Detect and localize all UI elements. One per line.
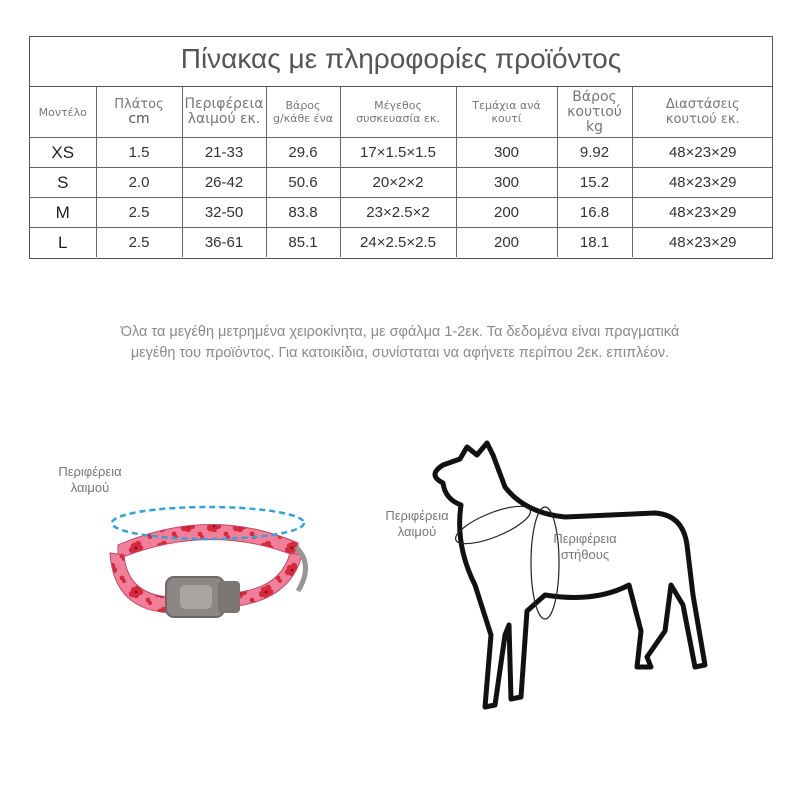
cell-package-size: 17×1.5×1.5 [340,138,456,168]
cell-weight: 83.8 [266,198,340,228]
cell-box-dimensions: 48×23×29 [668,234,737,251]
cell-neck: 26-42 [182,168,266,198]
cell-box-weight: 16.8 [557,198,632,228]
cell-model: S [30,168,96,198]
pink-flower-dog-collar-icon [100,495,320,635]
cell-weight: 29.6 [266,138,340,168]
cell-neck: 21-33 [182,138,266,168]
measurement-note: Όλα τα μεγέθη μετρημένα χειροκίνητα, με σφάλμα 1-2εκ. Τα δεδομένα είναι πραγματικά μεγέθη του προϊόντος. Για κατοικίδια, συνίσταται να αφήνετε περίπου 2εκ. επιπλέον. [120,324,680,361]
cell-package-size: 24×2.5×2.5 [340,228,456,258]
cell-box-dimensions: 48×23×29 [632,198,773,228]
cell-pieces: 200 [456,198,557,228]
cell-weight: 50.6 [266,168,340,198]
dog-neck-label: Περιφέρεια λαιμού [385,508,449,539]
cell-package-size: 20×2×2 [340,168,456,198]
dog-chest-label: Περιφέρεια στήθους [553,531,617,562]
header-neck: Περιφέρεια λαιμού εκ. [182,87,266,138]
product-info-table [29,36,773,259]
table-row [30,198,773,228]
header-package-size: Μέγεθος συσκευασία εκ. [340,87,456,138]
collar-neck-label: Περιφέρεια λαιμού [58,464,122,495]
header-model: Μοντέλο [30,87,96,138]
cell-neck: 36-61 [182,228,266,258]
cell-model: L [30,228,96,258]
dog-outline-icon [415,435,715,715]
cell-pieces: 300 [456,168,557,198]
table-row [30,168,773,198]
cell-box-dimensions: 48×23×29 [632,168,773,198]
cell-weight: 85.1 [266,228,340,258]
header-box-weight: Βάρος κουτιού kg [557,87,632,138]
cell-width: 1.5 [96,138,182,168]
table-row [30,228,773,258]
cell-width: 2.5 [96,228,182,258]
cell-box-weight: 18.1 [557,228,632,258]
cell-box-dimensions: 48×23×29 [632,138,773,168]
cell-model: M [30,198,96,228]
table-title: Πίνακας με πληροφορίες προϊόντος [30,37,772,87]
header-width: Πλάτος cm [96,87,182,138]
table-header-row [30,87,773,138]
header-weight: Βάρος g/κάθε ένα [266,87,340,138]
cell-width: 2.5 [96,198,182,228]
cell-neck: 32-50 [182,198,266,228]
header-pieces: Τεμάχια ανά κουτί [456,87,557,138]
cell-package-size: 23×2.5×2 [340,198,456,228]
cell-pieces: 200 [456,228,557,258]
cell-pieces: 300 [456,138,557,168]
cell-box-weight: 15.2 [557,168,632,198]
header-box-dimensions: Διαστάσεις κουτιού εκ. [632,87,773,138]
dog-diagram [415,435,715,715]
collar-image [100,495,320,635]
cell-width: 2.0 [96,168,182,198]
spec-table [30,87,773,257]
cell-box-weight: 9.92 [557,138,632,168]
table-row [30,138,773,168]
cell-model: XS [30,138,96,168]
